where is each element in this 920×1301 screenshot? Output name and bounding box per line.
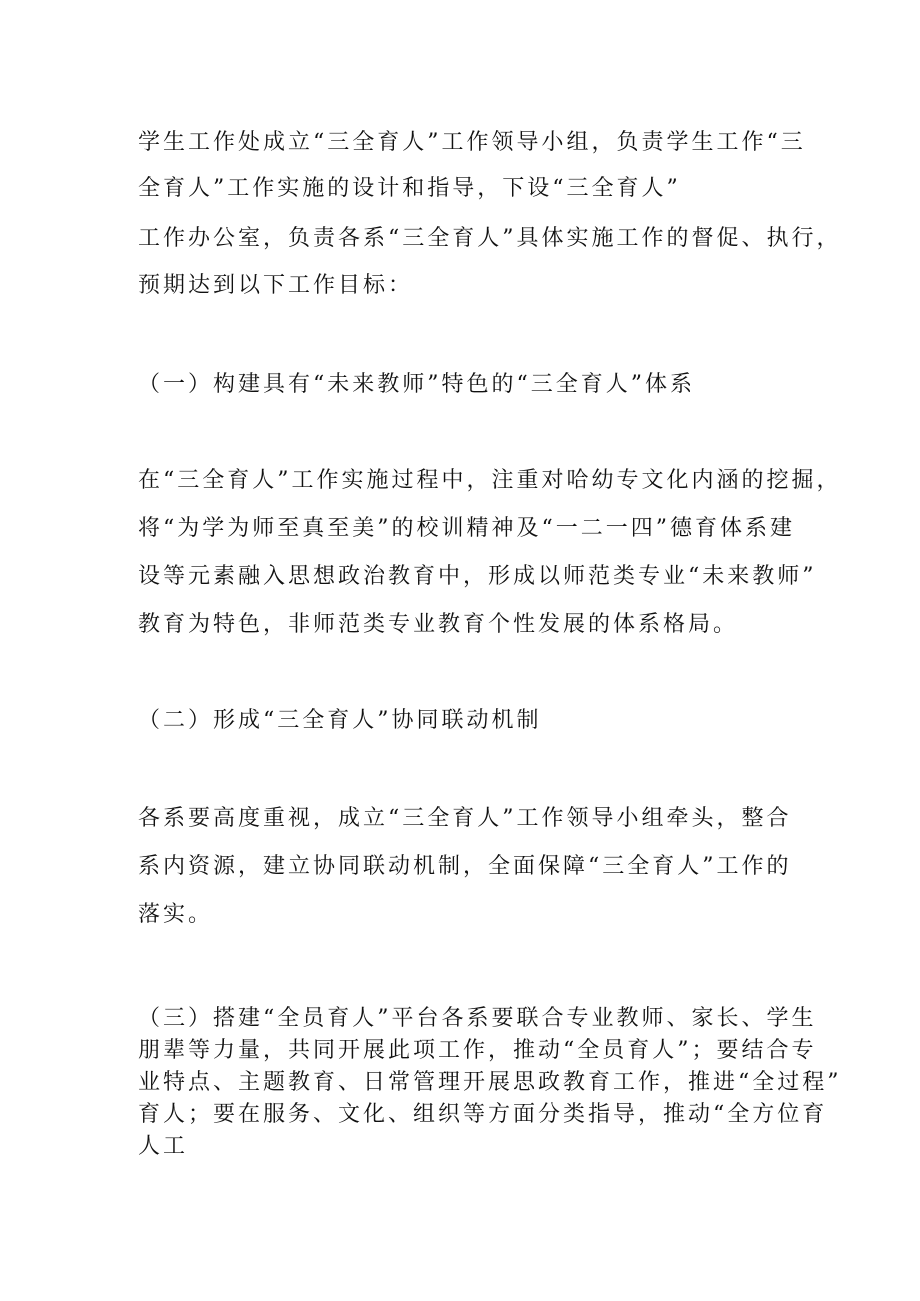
intro-line-3: 工作办公室，负责各系“三全育人”具体实施工作的督促、执行，	[138, 226, 842, 251]
section-2-line-1: 各系要高度重视，成立“三全育人”工作领导小组牵头，整合	[138, 806, 792, 831]
section-3-line-2: 朋辈等力量，共同开展此项工作，推动“全员育人”；要结合专	[138, 1038, 817, 1063]
section-3-line-1: （三）搭建“全员育人”平台各系要联合专业教师、家长、学生	[138, 1006, 817, 1031]
section-2-heading: （二）形成“三全育人”协同联动机制	[138, 708, 542, 733]
section-3-line-3: 业特点、主题教育、日常管理开展思政教育工作，推进“全过程”	[138, 1070, 842, 1095]
section-3-line-5: 人工	[138, 1134, 189, 1159]
section-2-line-2: 系内资源，建立协同联动机制，全面保障“三全育人”工作的	[138, 854, 792, 879]
section-1-line-4: 教育为特色，非师范类专业教育个性发展的体系格局。	[138, 612, 739, 637]
intro-line-4: 预期达到以下工作目标：	[138, 273, 414, 298]
section-1-line-3: 设等元素融入思想政治教育中，形成以师范类专业“未来教师”	[138, 564, 817, 589]
section-2-line-3: 落实。	[138, 902, 214, 927]
intro-line-2: 全育人”工作实施的设计和指导，下设“三全育人”	[138, 176, 681, 201]
section-3-line-4: 育人；要在服务、文化、组织等方面分类指导，推动“全方位育	[138, 1102, 828, 1127]
section-1-line-1: 在“三全育人”工作实施过程中，注重对哈幼专文化内涵的挖掘，	[138, 468, 842, 493]
intro-line-1: 学生工作处成立“三全育人”工作领导小组，负责学生工作“三	[138, 130, 806, 155]
section-1-line-2: 将“为学为师至真至美”的校训精神及“一二一四”德育体系建	[138, 516, 795, 541]
section-1-heading: （一）构建具有“未来教师”特色的“三全育人”体系	[138, 372, 695, 397]
